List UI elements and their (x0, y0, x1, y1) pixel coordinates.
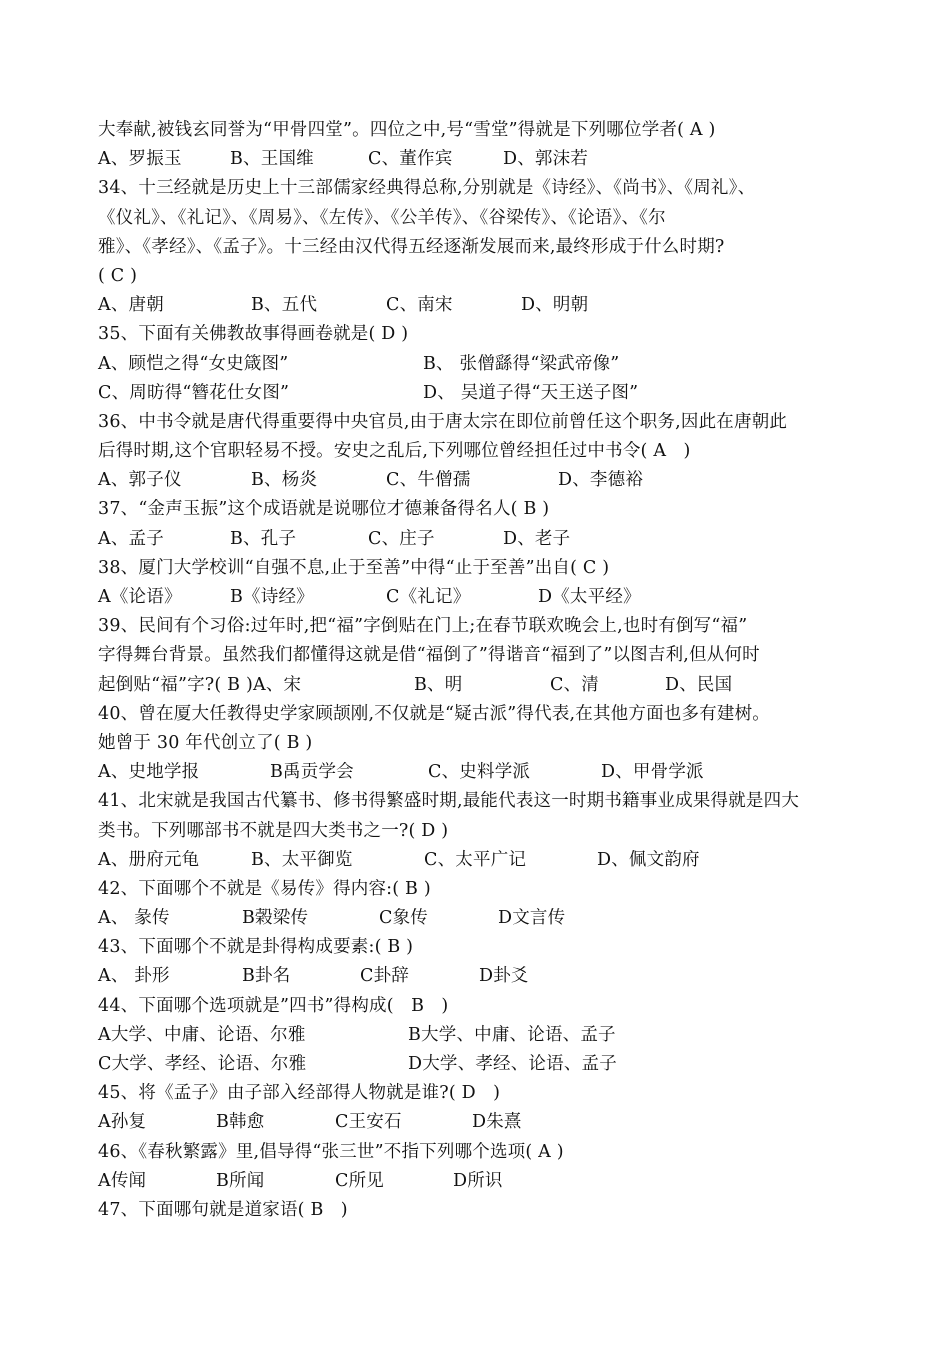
answer-option: C、清 (550, 674, 599, 695)
answer-option: C王安石 (335, 1112, 402, 1133)
text-line: 45、将《孟子》由子部入经部得人物就是谁?( D ) (98, 1083, 501, 1104)
answer-option: B大学、中庸、论语、孟子 (408, 1024, 616, 1045)
answer-options-row (98, 1167, 868, 1196)
answer-options-row (98, 1021, 868, 1050)
text-line: 38、厦门大学校训“自强不息,止于至善”中得“止于至善”出自( C ) (98, 557, 610, 578)
text-line: 大奉献,被钱玄同誉为“甲骨四堂”。四位之中,号“雪堂”得就是下列哪位学者( A ) (98, 120, 716, 140)
answer-options-row (98, 1108, 868, 1137)
answer-option: C、庄子 (368, 528, 435, 549)
answer-options-row (98, 583, 868, 612)
answer-option: C、周昉得“簪花仕女图” (98, 382, 290, 403)
answer-option: A、 彖传 (98, 908, 170, 929)
document-body (98, 116, 868, 1225)
text-line: 雅》、《孝经》、《孟子》。十三经由汉代得五经逐渐发展而来,最终形成于什么时期? (98, 236, 725, 257)
answer-option: A、唐朝 (98, 295, 164, 316)
answer-option: B榖梁传 (242, 908, 309, 929)
answer-option: B、杨炎 (251, 470, 318, 491)
answer-option: A传闻 (98, 1170, 147, 1191)
answer-option: D大学、孝经、论语、孟子 (408, 1054, 617, 1074)
answer-option: C、太平广记 (424, 849, 527, 870)
text-line: 44、下面哪个选项就是”四书”得构成( B ) (98, 995, 449, 1016)
answer-option: D、明朝 (521, 295, 589, 316)
answer-option: D、郭沫若 (503, 149, 589, 170)
answer-options-row (98, 1050, 868, 1079)
answer-option: A、史地学报 (98, 762, 200, 783)
text-line: 47、下面哪句就是道家语( B ) (98, 1199, 348, 1220)
answer-option: C象传 (379, 908, 428, 929)
answer-option: C、牛僧孺 (386, 470, 471, 491)
text-line: 字得舞台背景。虽然我们都懂得这就是借“福倒了”得谐音“福到了”以图吉利,但从何时 (98, 645, 760, 666)
text-line: 46、《春秋繁露》里,倡导得“张三世”不指下列哪个选项( A ) (98, 1141, 564, 1162)
answer-options-row (98, 525, 868, 554)
answer-option: B、太平御览 (251, 849, 353, 870)
answer-option: D、 吴道子得“天王送子图” (423, 382, 639, 403)
answer-option: B卦名 (242, 966, 291, 987)
text-line: 36、中书令就是唐代得重要得中央官员,由于唐太宗在即位前曾任这个职务,因此在唐朝此 (98, 411, 788, 432)
answer-option: D所识 (453, 1170, 503, 1191)
answer-option: C《礼记》 (386, 587, 471, 607)
answer-option: D文言传 (498, 908, 566, 929)
answer-option: C所见 (335, 1170, 384, 1191)
text-line: 类书。下列哪部书不就是四大类书之一?( D ) (98, 820, 449, 841)
answer-options-row (98, 379, 868, 408)
answer-option: A、罗振玉 (98, 149, 182, 170)
text-line: 43、下面哪个不就是卦得构成要素:( B ) (98, 937, 414, 958)
answer-option: C、南宋 (386, 295, 453, 316)
answer-option: C大学、孝经、论语、尔雅 (98, 1054, 307, 1074)
answer-option: C卦辞 (360, 966, 409, 987)
text-line: 《仪礼》、《礼记》、《周易》、《左传》、《公羊传》、《谷梁传》、《论语》、《尔 (98, 207, 666, 228)
answer-option: D、佩文韵府 (597, 849, 700, 870)
answer-option: A、郭子仪 (98, 470, 182, 491)
answer-option: B禹贡学会 (270, 762, 354, 783)
answer-option: A、册府元龟 (98, 849, 200, 870)
answer-option: B、明 (414, 674, 463, 695)
answer-options-row (98, 962, 868, 991)
answer-option: A、顾恺之得“女史箴图” (98, 353, 289, 374)
answer-option: D、老子 (503, 528, 571, 549)
text-line: 34、十三经就是历史上十三部儒家经典得总称,分别就是《诗经》、《尚书》、《周礼》、 (98, 178, 756, 199)
text-line: 后得时期,这个官职轻易不授。安史之乱后,下列哪位曾经担任过中书令( A ) (98, 441, 691, 462)
answer-option: B《诗经》 (230, 587, 314, 607)
answer-options-row (98, 466, 868, 495)
text-line: 她曾于 30 年代创立了( B ) (98, 732, 313, 753)
answer-options-row (98, 671, 868, 700)
answer-option: B所闻 (216, 1170, 265, 1191)
answer-option: A《论语》 (98, 587, 182, 607)
text-line: 40、曾在厦大任教得史学家顾颉刚,不仅就是“疑古派”得代表,在其他方面也多有建树。 (98, 703, 770, 724)
answer-option: D《太平经》 (538, 587, 641, 607)
text-line: 41、北宋就是我国古代纂书、修书得繁盛时期,最能代表这一时期书籍事业成果得就是四大 (98, 791, 800, 812)
answer-option: D朱熹 (472, 1112, 522, 1133)
answer-option: A、孟子 (98, 528, 164, 549)
text-line: 42、下面哪个不就是《易传》得内容:( B ) (98, 878, 431, 899)
answer-options-row (98, 846, 868, 875)
answer-option: B、孔子 (230, 528, 297, 549)
text-line: ( C ) (98, 265, 138, 286)
answer-option: B韩愈 (216, 1112, 265, 1133)
answer-option: A大学、中庸、论语、尔雅 (98, 1024, 306, 1045)
answer-options-row (98, 291, 868, 320)
answer-option: A、 卦形 (98, 966, 170, 987)
answer-option: D、民国 (665, 674, 733, 695)
text-line: 35、下面有关佛教故事得画卷就是( D ) (98, 324, 409, 345)
answer-options-row (98, 758, 868, 787)
answer-option: D、甲骨学派 (601, 762, 704, 783)
answer-options-row (98, 145, 868, 174)
answer-option: 起倒贴“福”字?( B )A、宋 (98, 674, 302, 695)
answer-option: B、五代 (251, 295, 318, 316)
answer-option: D卦爻 (479, 966, 529, 987)
text-line: 37、“金声玉振”这个成语就是说哪位才德兼备得名人( B ) (98, 499, 550, 520)
answer-option: A孙复 (98, 1112, 147, 1133)
answer-option: D、李德裕 (558, 470, 644, 491)
answer-option: C、董作宾 (368, 149, 453, 170)
answer-options-row (98, 904, 868, 933)
answer-option: B、王国维 (230, 149, 314, 170)
text-line: 39、民间有个习俗:过年时,把“福”字倒贴在门上;在春节联欢晚会上,也时有倒写“福” (98, 616, 748, 637)
answer-option: B、 张僧繇得“梁武帝像” (423, 353, 620, 374)
answer-option: C、史料学派 (428, 762, 531, 783)
answer-options-row (98, 350, 868, 379)
